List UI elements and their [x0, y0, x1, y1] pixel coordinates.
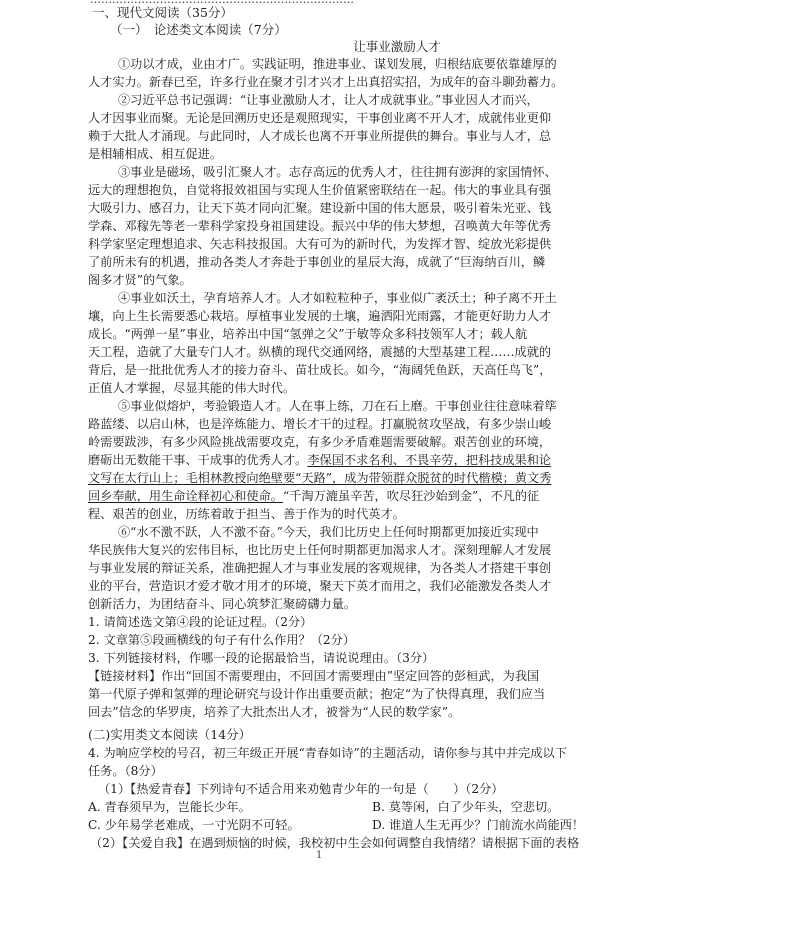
paragraph-4-line: 天工程，造就了大量专门人才。纵横的现代交通网络，震撼的大型基建工程……成就的 [88, 345, 552, 359]
underlined-sentence: 文写在太行山上；毛相林教授向绝壁要“天路”，成为带领群众脱贫的时代楷模；黄文秀 [88, 471, 552, 485]
subquestion-1: （1）【热爱青春】下列诗句不适合用来劝勉青少年的一句是（ ）（2分） [98, 782, 504, 796]
task-intro-line: 4. 为响应学校的号召，初三年级正开展“青春如诗”的主题活动，请你参与其中并完成以下 [88, 746, 567, 760]
paragraph-2-line: 人才因事业而聚。无论是回溯历史还是观照现实，干事创业离不开人才，成就伟业更仰 [88, 111, 552, 125]
paragraph-5-line [88, 487, 662, 505]
question-3: 3. 下列链接材料，作哪一段的论据最恰当，请说说理由。（3分） [88, 651, 435, 665]
paragraph-3-line: 科学家坚定理想追求、矢志科技报国。大有可为的新时代，为发挥才智、绽放光彩提供 [88, 237, 552, 251]
paragraph-4-line: 背后，是一批批优秀人才的接力奋斗、苗壮成长。如今，“海阔凭鱼跃，天高任鸟飞”， [88, 363, 552, 377]
section1-heading: 一、现代文阅读（35分） [92, 5, 233, 20]
paragraph-6-line: 华民族伟大复兴的宏伟目标，也比历史上任何时期都更加渴求人才。深刻理解人才发展 [88, 543, 552, 557]
link-material-line: 回去”信念的华罗庚，培养了大批杰出人才，被誉为“人民的数学家”。 [88, 705, 461, 719]
paragraph-5-line [88, 451, 662, 469]
paragraph-3-line: ③事业是磁场，吸引汇聚人才。志存高远的优秀人才，往往拥有澎湃的家国情怀、 [118, 165, 557, 179]
paragraph-1-line: ①功以才成，业由才广。实践证明，推进事业、谋划发展，归根结底要依靠雄厚的 [118, 57, 557, 71]
paragraph-3-line: 远大的理想抱负，自觉将报效祖国与实现人生价值紧密联结在一起。伟大的事业具有强 [88, 183, 552, 197]
paragraph-2-line: ②习近平总书记强调：“让事业激励人才，让人才成就事业。”事业因人才而兴， [118, 93, 539, 107]
section2-heading: (二)实用类文本阅读（14分） [88, 727, 252, 742]
paragraph-5-plain-text: “千淘万漉虽辛苦，吹尽狂沙始到金”，不凡的征 [283, 489, 540, 503]
paragraph-6-line: 业的平台，营造识才爱才敬才用才的环境，聚天下英才而用之，我们必能激发各类人才 [88, 579, 552, 593]
article-title: 让事业激励人才 [353, 39, 441, 54]
paragraph-3-line: 阁多才贤”的气象。 [88, 273, 192, 287]
page-number: 1 [316, 850, 323, 861]
option-c: C. 少年易学老难成，一寸光阴不可轻。 [88, 818, 300, 832]
subquestion-2: （2）【关爱自我】在遇到烦恼的时候，我校初中生会如何调整自我情绪？请根据下面的表格 [90, 836, 580, 850]
section1-subheading: （一） 论述类文本阅读（7分） [110, 22, 287, 37]
paragraph-5-line: 程、艰苦的创业，历练着敢于担当、善于作为的时代英才。 [88, 507, 405, 521]
paragraph-3-line: 了前所未有的机遇，推动各类人才奔赴于事创业的星辰大海，成就了“巨海纳百川，鳞 [88, 255, 546, 269]
paragraph-6-line: ⑥“水不激不跃，人不激不奋。”今天，我们比历史上任何时期都更加接近实现中 [118, 525, 539, 539]
paragraph-4-line: 成长。“两弹一星”事业，培养出中国“氢弹之父”于敏等众多科技领军人才；载人航 [88, 327, 528, 341]
paragraph-6-line: 创新活力，为团结奋斗、同心筑梦汇聚磅礴力量。 [88, 597, 357, 611]
paragraph-5-plain-text: 磨砺出无数能干事、干成事的优秀人才。 [88, 453, 308, 467]
task-intro-line: 任务。（8分） [88, 764, 163, 778]
paragraph-3-line: 学森、邓稼先等老一辈科学家投身祖国建设。振兴中华的伟大梦想，召唤黄大年等优秀 [88, 219, 552, 233]
paragraph-5-line: 路蓝缕、以启山林，也是淬炼能力、增长才干的过程。打赢脱贫攻坚战，有多少崇山峻 [88, 417, 552, 431]
paragraph-4-line: ④事业如沃土，孕育培养人才。人才如粒粒种子，事业似广袤沃土；种子离不开土 [118, 291, 557, 305]
paragraph-4-line: 壤，向上生长需要悉心栽培。厚植事业发展的土壤，遍洒阳光雨露，才能更好助力人才 [88, 309, 552, 323]
option-a: A. 青春须早为，岂能长少年。 [88, 800, 251, 814]
paragraph-5-line: ⑤事业似熔炉，考验锻造人才。人在事上练，刀在石上磨。干事创业往往意味着筚 [118, 399, 557, 413]
option-b: B. 莫等闲，白了少年头，空悲切。 [372, 800, 560, 814]
option-d: D. 谁道人生无再少？门前流水尚能西！ [372, 818, 585, 832]
question-2: 2. 文章第⑤段画横线的句子有什么作用？（2分） [88, 633, 356, 647]
paragraph-5-line: 岭需要跋涉，有多少风险挑战需要攻克，有多少矛盾难题需要破解。艰苦创业的环境， [88, 435, 552, 449]
paragraph-3-line: 大吸引力、感召力，让天下英才同向汇聚。建设新中国的伟大愿景，吸引着朱光亚、钱 [88, 201, 552, 215]
underlined-sentence: 回乡奉献，用生命诠释初心和使命。 [88, 489, 283, 503]
underlined-sentence: 李保国不求名利、不畏辛劳，把科技成果和论 [307, 453, 552, 467]
paragraph-2-line: 赖于大批人才涌现。与此同时，人才成长也离不开事业所提供的舞台。事业与人才，总 [88, 129, 552, 143]
paragraph-2-line: 是相辅相成、相互促进。 [88, 147, 223, 161]
paragraph-1-line: 人才实力。新春已至，许多行业在聚才引才兴才上出真招实招，为成年的奋斗聊劲蓄力。 [88, 75, 564, 89]
link-material-line: 第一代原子弹和氢弹的理论研究与设计作出重要贡献；抱定“为了快得真理，我们应当 [88, 687, 546, 701]
paragraph-4-line: 正值人才掌握，尽显其能的伟大时代。 [88, 381, 296, 395]
link-material-line: 【链接材料】作出“回国不需要理由，不回国才需要理由”坚定回答的彭桓武，为我国 [88, 669, 540, 683]
question-1: 1. 请简述选文第④段的论证过程。（2分） [88, 615, 313, 629]
paragraph-6-line: 与事业发展的辩证关系，准确把握人才与事业发展的客观规律，为各类人才搭建干事创 [88, 561, 552, 575]
